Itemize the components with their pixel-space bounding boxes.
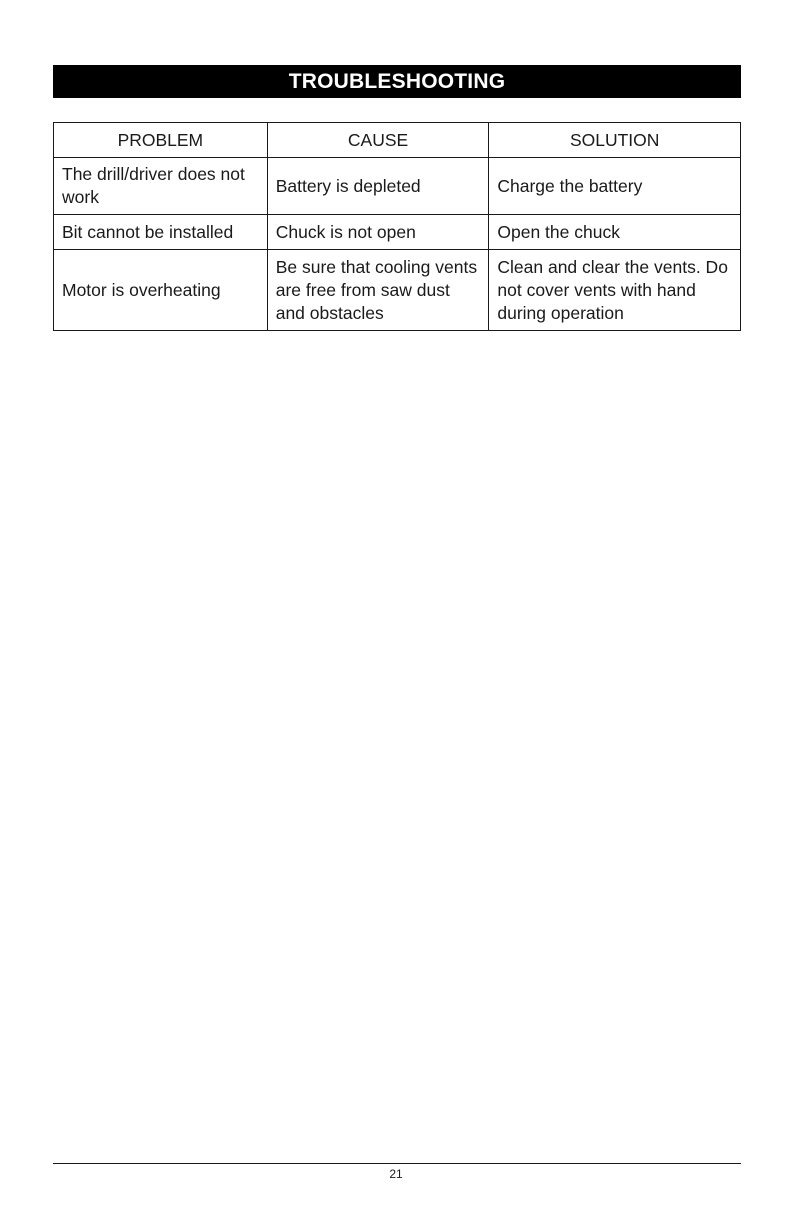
problem-cell: Motor is overheating [54, 250, 268, 331]
header-problem: PROBLEM [54, 123, 268, 158]
problem-cell: The drill/driver does not work [54, 158, 268, 215]
solution-cell: Open the chuck [489, 215, 741, 250]
table-header-row [54, 123, 741, 158]
cause-cell: Battery is depleted [267, 158, 489, 215]
problem-cell: Bit cannot be installed [54, 215, 268, 250]
cause-cell: Chuck is not open [267, 215, 489, 250]
section-title: TROUBLESHOOTING [53, 65, 741, 98]
troubleshooting-table [53, 122, 741, 331]
table-row [54, 158, 741, 215]
footer-divider [53, 1163, 741, 1164]
table-row [54, 250, 741, 331]
header-cause: CAUSE [267, 123, 489, 158]
header-solution: SOLUTION [489, 123, 741, 158]
table-row [54, 215, 741, 250]
solution-cell: Charge the battery [489, 158, 741, 215]
cause-cell: Be sure that cooling vents are free from saw dust and obstacles [267, 250, 489, 331]
page-number: 21 [389, 1167, 403, 1181]
solution-cell: Clean and clear the vents. Do not cover vents with hand during operation [489, 250, 741, 331]
